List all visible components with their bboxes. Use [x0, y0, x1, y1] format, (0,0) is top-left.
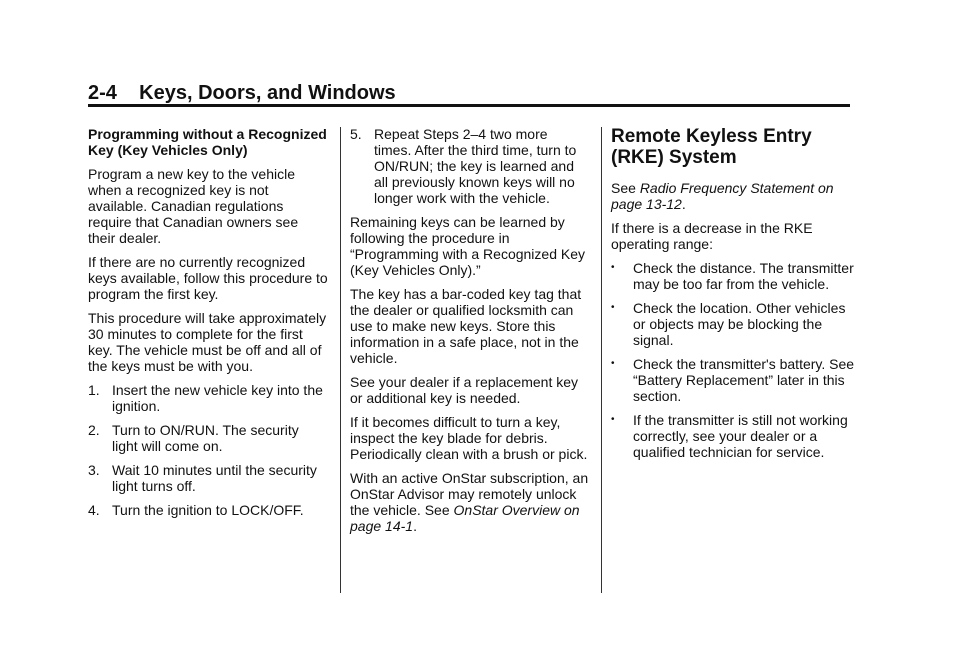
bullet-icon: •	[611, 302, 615, 313]
bullet-icon: •	[611, 414, 615, 425]
bullet-item	[611, 300, 856, 348]
paragraph-onstar	[350, 470, 590, 534]
column-divider-right	[601, 127, 602, 593]
step-text: Insert the new vehicle key into the ignition.	[112, 382, 323, 414]
onstar-reference-link[interactable]: OnStar Overview on page 14-1	[350, 502, 580, 534]
paragraph: See your dealer if a replacement key or additional key is needed.	[350, 374, 579, 406]
paragraph: Remaining keys can be learned by following the procedure in “Programming with a Recognized Key (Key Vehicles Only).”	[350, 214, 585, 278]
column-right	[611, 126, 856, 468]
bullet-text: Check the transmitter's battery. See “Battery Replacement” later in this section.	[633, 356, 855, 404]
paragraph: Program a new key to the vehicle when a recognized key is not available. Canadian regulations require that Canadian owners see their dealer.	[88, 166, 299, 246]
bullet-text: Check the distance. The transmitter may be too far from the vehicle.	[633, 260, 854, 292]
step-item	[88, 382, 328, 414]
step-number: 4.	[88, 502, 100, 518]
subheading-programming: Programming without a Recognized Key (Key Vehicles Only)	[88, 126, 327, 158]
step-item	[88, 462, 328, 494]
step-item	[350, 126, 590, 206]
paragraph: If there are no currently recognized keys available, follow this procedure to program the first key.	[88, 254, 328, 302]
section-title: Keys, Doors, and Windows	[139, 82, 396, 104]
see-prefix: See	[611, 180, 636, 196]
step-text: Repeat Steps 2–4 two more times. After the third time, turn to ON/RUN; the key is learned and all previously known keys will no longer work with the vehicle.	[374, 126, 577, 206]
bullet-icon: •	[611, 262, 615, 273]
step-number: 3.	[88, 462, 100, 478]
step-item	[88, 422, 328, 454]
paragraph: If it becomes difficult to turn a key, inspect the key blade for debris. Periodically clean with a brush or pick.	[350, 414, 588, 462]
paragraph: If there is a decrease in the RKE operating range:	[611, 220, 813, 252]
section-heading-rke: Remote Keyless Entry (RKE) System	[611, 126, 812, 168]
step-text: Turn the ignition to LOCK/OFF.	[112, 502, 304, 518]
bullet-icon: •	[611, 358, 615, 369]
step-number: 5.	[350, 126, 362, 142]
bullet-item	[611, 260, 856, 292]
step-item	[88, 502, 328, 518]
onstar-text: With an active OnStar subscription, an OnStar Advisor may remotely unlock the vehicle. See	[350, 470, 589, 518]
period: .	[681, 196, 686, 212]
page-number: 2-4	[88, 82, 117, 104]
bullet-item	[611, 356, 856, 404]
period: .	[413, 518, 417, 534]
bullet-item	[611, 412, 856, 460]
column-middle	[350, 126, 590, 542]
step-number: 2.	[88, 422, 100, 438]
step-text: Wait 10 minutes until the security light turns off.	[112, 462, 317, 494]
paragraph: The key has a bar-coded key tag that the dealer or qualified locksmith can use to make new keys. Store this information in a safe place, not in the vehicle.	[350, 286, 582, 366]
column-left	[88, 126, 328, 526]
header-rule	[88, 104, 850, 107]
header-title	[88, 80, 850, 106]
step-number: 1.	[88, 382, 100, 398]
step-text: Turn to ON/RUN. The security light will come on.	[112, 422, 299, 454]
column-divider-left	[340, 127, 341, 593]
see-reference	[611, 180, 856, 212]
bullet-text: Check the location. Other vehicles or objects may be blocking the signal.	[633, 300, 846, 348]
page-header	[88, 80, 850, 106]
bullet-text: If the transmitter is still not working correctly, see your dealer or a qualified technician for service.	[633, 412, 848, 460]
radio-frequency-reference-link[interactable]: Radio Frequency Statement on page 13-12	[611, 180, 834, 212]
paragraph: This procedure will take approximately 30 minutes to complete for the first key. The vehicle must be off and all of the keys must be with you.	[88, 310, 327, 374]
